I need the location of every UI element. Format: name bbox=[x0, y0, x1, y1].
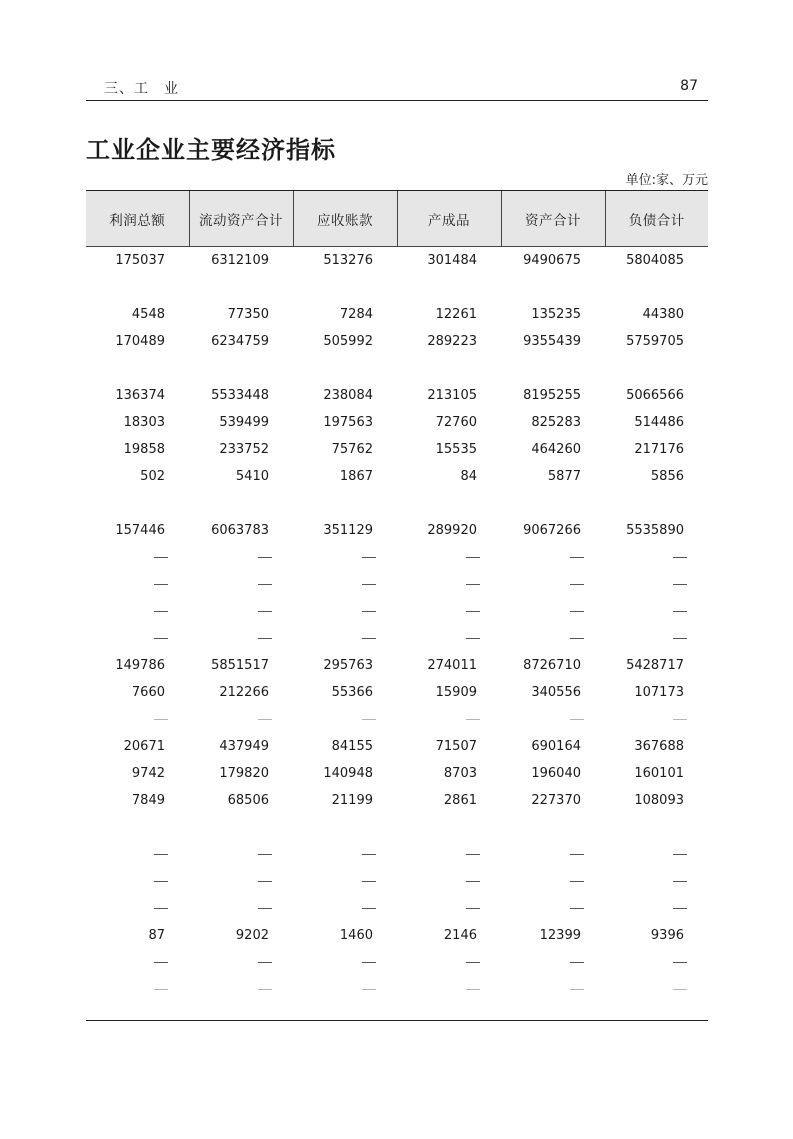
table-cell: 1460 bbox=[339, 928, 373, 943]
table-cell: 6312109 bbox=[211, 253, 269, 268]
table-cell: 12399 bbox=[539, 928, 581, 943]
table-cell: 274011 bbox=[427, 658, 477, 673]
table-cell: 505992 bbox=[323, 334, 373, 349]
no-data-dash bbox=[570, 989, 584, 990]
table-cell: 68506 bbox=[227, 793, 269, 808]
table-cell bbox=[293, 868, 397, 895]
table-row bbox=[86, 301, 708, 328]
table-cell: 84 bbox=[460, 469, 477, 484]
no-data-dash bbox=[673, 881, 687, 882]
table-cell bbox=[605, 625, 708, 652]
no-data-dash bbox=[466, 881, 480, 882]
table-cell bbox=[86, 706, 189, 733]
table-cell bbox=[189, 625, 293, 652]
table-row bbox=[86, 382, 708, 409]
table-cell bbox=[397, 571, 501, 598]
bottom-rule bbox=[86, 1020, 708, 1021]
table-cell: 5759705 bbox=[626, 334, 684, 349]
table-cell: 175037 bbox=[115, 253, 165, 268]
no-data-dash bbox=[673, 989, 687, 990]
table-cell bbox=[397, 706, 501, 733]
table-cell bbox=[86, 598, 189, 625]
table-cell: 157446 bbox=[115, 523, 165, 538]
page-title: 工业企业主要经济指标 bbox=[86, 136, 336, 164]
table-row bbox=[86, 760, 708, 787]
table-cell: 690164 bbox=[531, 739, 581, 754]
table-cell: 437949 bbox=[219, 739, 269, 754]
no-data-dash bbox=[466, 854, 480, 855]
no-data-dash bbox=[362, 908, 376, 909]
table-row bbox=[86, 841, 708, 868]
no-data-dash bbox=[154, 557, 168, 558]
table-cell: 136374 bbox=[115, 388, 165, 403]
no-data-dash bbox=[258, 962, 272, 963]
no-data-dash bbox=[362, 881, 376, 882]
table-cell bbox=[501, 949, 605, 976]
table-cell bbox=[189, 895, 293, 922]
no-data-dash bbox=[466, 908, 480, 909]
no-data-dash bbox=[466, 989, 480, 990]
table-cell bbox=[501, 571, 605, 598]
indicators-table bbox=[86, 190, 708, 1003]
table-cell: 217176 bbox=[634, 442, 684, 457]
column-header: 产成品 bbox=[397, 191, 501, 247]
no-data-dash bbox=[258, 854, 272, 855]
column-header: 利润总额 bbox=[86, 191, 189, 247]
table-cell bbox=[86, 895, 189, 922]
table-cell: 12261 bbox=[435, 307, 477, 322]
table-row bbox=[86, 895, 708, 922]
no-data-dash bbox=[673, 962, 687, 963]
table-cell bbox=[501, 706, 605, 733]
no-data-dash bbox=[673, 854, 687, 855]
no-data-dash bbox=[362, 989, 376, 990]
table-cell bbox=[501, 976, 605, 1003]
no-data-dash bbox=[362, 719, 376, 720]
table-cell: 351129 bbox=[323, 523, 373, 538]
table-cell bbox=[605, 868, 708, 895]
table-cell bbox=[501, 625, 605, 652]
table-cell: 18303 bbox=[123, 415, 165, 430]
no-data-dash bbox=[570, 854, 584, 855]
table-cell bbox=[397, 868, 501, 895]
no-data-dash bbox=[570, 557, 584, 558]
no-data-dash bbox=[154, 962, 168, 963]
no-data-dash bbox=[673, 611, 687, 612]
table-cell: 5535890 bbox=[626, 523, 684, 538]
table-header-row bbox=[86, 191, 708, 247]
table-row bbox=[86, 976, 708, 1003]
table-cell bbox=[605, 598, 708, 625]
table-cell: 55366 bbox=[331, 685, 373, 700]
no-data-dash bbox=[258, 611, 272, 612]
table-cell: 213105 bbox=[427, 388, 477, 403]
table-row bbox=[86, 733, 708, 760]
table-cell bbox=[86, 571, 189, 598]
no-data-dash bbox=[673, 584, 687, 585]
table-row bbox=[86, 787, 708, 814]
no-data-dash bbox=[570, 962, 584, 963]
table-cell: 6063783 bbox=[211, 523, 269, 538]
column-header: 负债合计 bbox=[605, 191, 708, 247]
table-cell bbox=[293, 895, 397, 922]
table-cell bbox=[86, 868, 189, 895]
section-label: 三、工 业 bbox=[104, 81, 179, 97]
table-row bbox=[86, 544, 708, 571]
table-cell: 1867 bbox=[339, 469, 373, 484]
table-row bbox=[86, 571, 708, 598]
table-cell: 295763 bbox=[323, 658, 373, 673]
column-header: 流动资产合计 bbox=[189, 191, 293, 247]
spacer-row bbox=[86, 814, 708, 841]
table-cell: 5804085 bbox=[626, 253, 684, 268]
table-cell: 340556 bbox=[531, 685, 581, 700]
table-cell bbox=[293, 976, 397, 1003]
table-cell: 19858 bbox=[123, 442, 165, 457]
table-row bbox=[86, 949, 708, 976]
table-cell: 238084 bbox=[323, 388, 373, 403]
table-row bbox=[86, 706, 708, 733]
table-cell: 289920 bbox=[427, 523, 477, 538]
table-cell: 135235 bbox=[531, 307, 581, 322]
table-cell: 5066566 bbox=[626, 388, 684, 403]
table-cell bbox=[605, 976, 708, 1003]
table-row bbox=[86, 436, 708, 463]
table-cell: 212266 bbox=[219, 685, 269, 700]
table-row bbox=[86, 679, 708, 706]
table-cell: 9067266 bbox=[523, 523, 581, 538]
table-cell bbox=[293, 706, 397, 733]
table-cell: 4548 bbox=[131, 307, 165, 322]
table-cell: 6234759 bbox=[211, 334, 269, 349]
table-cell: 9490675 bbox=[523, 253, 581, 268]
table-cell: 514486 bbox=[634, 415, 684, 430]
table-row bbox=[86, 517, 708, 544]
table-cell bbox=[86, 544, 189, 571]
no-data-dash bbox=[154, 638, 168, 639]
no-data-dash bbox=[258, 638, 272, 639]
table-cell bbox=[397, 598, 501, 625]
no-data-dash bbox=[154, 719, 168, 720]
table-cell bbox=[397, 625, 501, 652]
table-cell bbox=[501, 544, 605, 571]
table-cell bbox=[293, 571, 397, 598]
table-cell: 9742 bbox=[131, 766, 165, 781]
table-cell: 5428717 bbox=[626, 658, 684, 673]
spacer-row bbox=[86, 490, 708, 517]
table-cell: 9396 bbox=[650, 928, 684, 943]
table-cell: 15909 bbox=[435, 685, 477, 700]
table-cell: 464260 bbox=[531, 442, 581, 457]
no-data-dash bbox=[154, 989, 168, 990]
table-cell: 7849 bbox=[131, 793, 165, 808]
no-data-dash bbox=[466, 557, 480, 558]
table-cell: 5877 bbox=[547, 469, 581, 484]
table-cell bbox=[189, 976, 293, 1003]
no-data-dash bbox=[570, 881, 584, 882]
table-cell: 5856 bbox=[650, 469, 684, 484]
table-cell: 513276 bbox=[323, 253, 373, 268]
no-data-dash bbox=[154, 584, 168, 585]
table-cell bbox=[86, 976, 189, 1003]
table-cell: 20671 bbox=[123, 739, 165, 754]
table-cell bbox=[397, 841, 501, 868]
table-cell: 71507 bbox=[435, 739, 477, 754]
table-cell bbox=[397, 544, 501, 571]
table-cell bbox=[293, 625, 397, 652]
no-data-dash bbox=[362, 854, 376, 855]
table-cell: 2146 bbox=[443, 928, 477, 943]
no-data-dash bbox=[570, 611, 584, 612]
table-cell bbox=[86, 949, 189, 976]
table-cell: 72760 bbox=[435, 415, 477, 430]
table-cell: 9202 bbox=[235, 928, 269, 943]
no-data-dash bbox=[570, 584, 584, 585]
no-data-dash bbox=[570, 719, 584, 720]
table-cell bbox=[293, 598, 397, 625]
no-data-dash bbox=[570, 638, 584, 639]
no-data-dash bbox=[258, 989, 272, 990]
table-cell: 15535 bbox=[435, 442, 477, 457]
no-data-dash bbox=[466, 584, 480, 585]
table-cell bbox=[86, 625, 189, 652]
table-cell: 8195255 bbox=[523, 388, 581, 403]
table-row bbox=[86, 247, 708, 275]
spacer-row bbox=[86, 355, 708, 382]
table-cell: 8726710 bbox=[523, 658, 581, 673]
table-cell bbox=[501, 895, 605, 922]
no-data-dash bbox=[258, 908, 272, 909]
no-data-dash bbox=[466, 638, 480, 639]
table-row bbox=[86, 625, 708, 652]
table-row bbox=[86, 922, 708, 949]
table-cell bbox=[397, 949, 501, 976]
table-cell bbox=[605, 895, 708, 922]
table-cell: 107173 bbox=[634, 685, 684, 700]
table-cell: 367688 bbox=[634, 739, 684, 754]
table-cell bbox=[189, 841, 293, 868]
table-cell: 44380 bbox=[642, 307, 684, 322]
table-row bbox=[86, 598, 708, 625]
spacer-cell bbox=[86, 490, 708, 517]
column-header: 应收账款 bbox=[293, 191, 397, 247]
table-cell: 179820 bbox=[219, 766, 269, 781]
running-header bbox=[86, 74, 708, 101]
table-cell: 196040 bbox=[531, 766, 581, 781]
spacer-cell bbox=[86, 274, 708, 301]
table-row bbox=[86, 328, 708, 355]
table-cell bbox=[189, 571, 293, 598]
page-number: 87 bbox=[680, 78, 698, 94]
table-cell: 289223 bbox=[427, 334, 477, 349]
no-data-dash bbox=[673, 557, 687, 558]
table-cell: 2861 bbox=[443, 793, 477, 808]
table-cell: 301484 bbox=[427, 253, 477, 268]
no-data-dash bbox=[154, 881, 168, 882]
table-cell: 9355439 bbox=[523, 334, 581, 349]
table-cell bbox=[293, 949, 397, 976]
no-data-dash bbox=[570, 908, 584, 909]
table-cell bbox=[605, 949, 708, 976]
table-cell: 8703 bbox=[443, 766, 477, 781]
no-data-dash bbox=[362, 638, 376, 639]
no-data-dash bbox=[154, 854, 168, 855]
table-cell: 7284 bbox=[339, 307, 373, 322]
table-cell: 539499 bbox=[219, 415, 269, 430]
table-cell: 227370 bbox=[531, 793, 581, 808]
table-cell bbox=[397, 895, 501, 922]
no-data-dash bbox=[258, 881, 272, 882]
table-cell: 77350 bbox=[227, 307, 269, 322]
table-cell bbox=[501, 598, 605, 625]
table-cell: 140948 bbox=[323, 766, 373, 781]
table-row bbox=[86, 868, 708, 895]
table-cell bbox=[397, 976, 501, 1003]
no-data-dash bbox=[362, 611, 376, 612]
table-cell: 825283 bbox=[531, 415, 581, 430]
table-body bbox=[86, 247, 708, 1004]
table-cell bbox=[189, 706, 293, 733]
spacer-row bbox=[86, 274, 708, 301]
table-cell bbox=[605, 544, 708, 571]
table-cell bbox=[605, 571, 708, 598]
no-data-dash bbox=[154, 908, 168, 909]
no-data-dash bbox=[466, 611, 480, 612]
table-cell bbox=[605, 841, 708, 868]
spacer-cell bbox=[86, 355, 708, 382]
column-header: 资产合计 bbox=[501, 191, 605, 247]
table-cell bbox=[189, 544, 293, 571]
spacer-cell bbox=[86, 814, 708, 841]
table-cell: 5410 bbox=[235, 469, 269, 484]
table-cell: 84155 bbox=[331, 739, 373, 754]
table-cell: 75762 bbox=[331, 442, 373, 457]
no-data-dash bbox=[154, 611, 168, 612]
table-cell bbox=[501, 868, 605, 895]
table-cell: 170489 bbox=[115, 334, 165, 349]
table-cell: 197563 bbox=[323, 415, 373, 430]
no-data-dash bbox=[362, 962, 376, 963]
no-data-dash bbox=[362, 584, 376, 585]
table-row bbox=[86, 652, 708, 679]
table-cell bbox=[293, 841, 397, 868]
table-cell: 5851517 bbox=[211, 658, 269, 673]
no-data-dash bbox=[673, 719, 687, 720]
table-cell bbox=[293, 544, 397, 571]
table-cell bbox=[189, 949, 293, 976]
no-data-dash bbox=[258, 557, 272, 558]
no-data-dash bbox=[258, 584, 272, 585]
table-cell bbox=[189, 598, 293, 625]
no-data-dash bbox=[466, 962, 480, 963]
no-data-dash bbox=[466, 719, 480, 720]
no-data-dash bbox=[362, 557, 376, 558]
table-cell: 108093 bbox=[634, 793, 684, 808]
table-row bbox=[86, 409, 708, 436]
unit-label: 单位:家、万元 bbox=[625, 173, 708, 188]
table-cell bbox=[86, 841, 189, 868]
table-cell: 5533448 bbox=[211, 388, 269, 403]
table-row bbox=[86, 463, 708, 490]
table-cell: 7660 bbox=[131, 685, 165, 700]
no-data-dash bbox=[673, 908, 687, 909]
table-cell bbox=[605, 706, 708, 733]
table-cell: 87 bbox=[148, 928, 165, 943]
table-cell bbox=[501, 841, 605, 868]
no-data-dash bbox=[673, 638, 687, 639]
table-cell: 502 bbox=[140, 469, 165, 484]
table-cell bbox=[189, 868, 293, 895]
table-cell: 233752 bbox=[219, 442, 269, 457]
table-cell: 21199 bbox=[331, 793, 373, 808]
no-data-dash bbox=[258, 719, 272, 720]
table-cell: 160101 bbox=[634, 766, 684, 781]
table-cell: 149786 bbox=[115, 658, 165, 673]
